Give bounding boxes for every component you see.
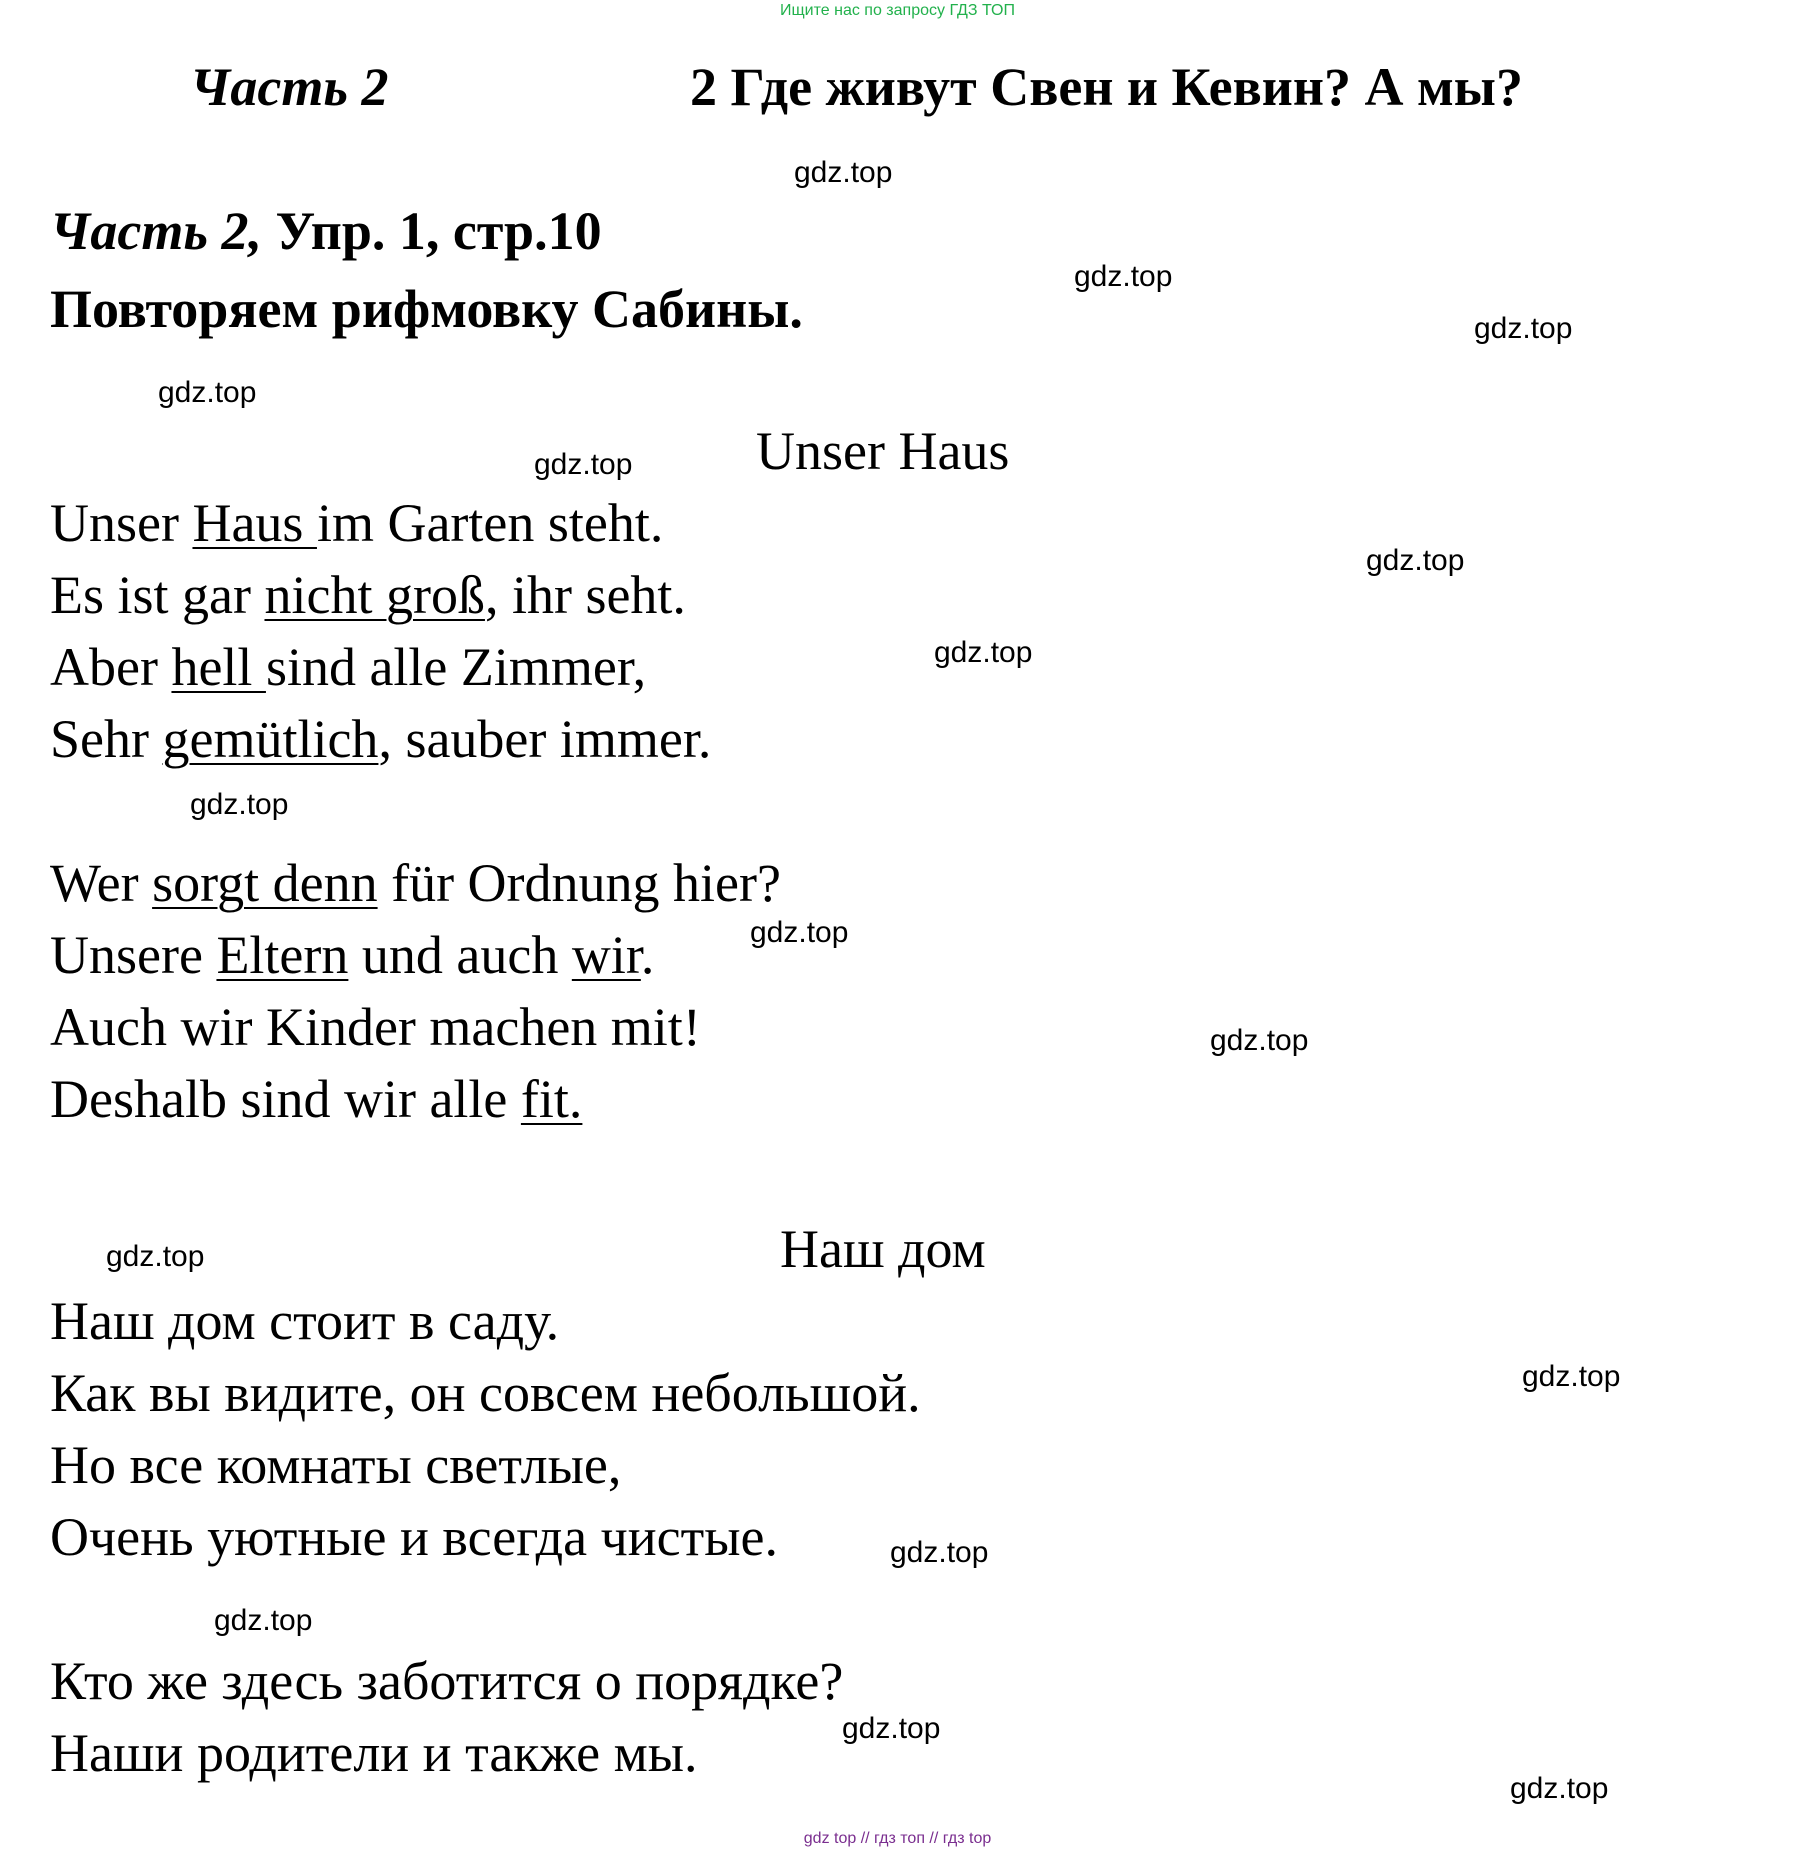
underlined-word: wir xyxy=(571,925,641,985)
underlined-word: gemütlich xyxy=(162,709,379,769)
watermark: gdz.top xyxy=(1510,1772,1609,1805)
top-banner[interactable]: Ищите нас по запросу ГДЗ ТОП xyxy=(780,2,1015,19)
translation-line: Наши родители и также мы. xyxy=(50,1723,698,1783)
watermark: gdz.top xyxy=(190,788,289,821)
underlined-word: sorgt denn xyxy=(152,853,378,913)
underlined-word: fit. xyxy=(520,1069,583,1129)
poem-title-de: Unser Haus xyxy=(756,421,1010,481)
translation-line: Наш дом стоит в саду. xyxy=(50,1291,560,1351)
poem-line: Unsere Eltern und auch wir. xyxy=(50,925,655,985)
watermark: gdz.top xyxy=(1210,1024,1309,1057)
translation-line: Очень уютные и всегда чистые. xyxy=(50,1507,778,1567)
watermark: gdz.top xyxy=(842,1712,941,1745)
poem-line: Deshalb sind wir alle fit. xyxy=(50,1069,583,1129)
underlined-word: nicht groß xyxy=(264,565,485,625)
watermark: gdz.top xyxy=(1366,544,1465,577)
watermark: gdz.top xyxy=(890,1536,989,1569)
exercise-part: Часть 2, xyxy=(50,201,263,261)
underlined-word: Eltern xyxy=(216,925,349,985)
poem-title-ru: Наш дом xyxy=(780,1219,986,1279)
watermark: gdz.top xyxy=(1474,312,1573,345)
watermark: gdz.top xyxy=(106,1240,205,1273)
translation-line: Кто же здесь заботится о порядке? xyxy=(50,1651,844,1711)
poem-line: Unser Haus im Garten steht. xyxy=(50,493,664,553)
watermark: gdz.top xyxy=(1522,1360,1621,1393)
translation-line: Как вы видите, он совсем небольшой. xyxy=(50,1363,921,1423)
watermark: gdz.top xyxy=(934,636,1033,669)
poem-line: Es ist gar nicht groß, ihr seht. xyxy=(50,565,686,625)
underlined-word: Haus xyxy=(192,493,317,553)
poem-line: Sehr gemütlich, sauber immer. xyxy=(50,709,712,769)
watermark: gdz.top xyxy=(794,156,893,189)
watermark: gdz.top xyxy=(1074,260,1173,293)
watermark: gdz.top xyxy=(214,1604,313,1637)
poem-line: Wer sorgt denn für Ordnung hier? xyxy=(50,853,781,913)
exercise-task: Повторяем рифмовку Сабины. xyxy=(50,279,803,339)
translation-line: Но все комнаты светлые, xyxy=(50,1435,622,1495)
page-part-heading: Часть 2 xyxy=(190,57,389,117)
exercise-heading xyxy=(50,200,602,262)
watermark: gdz.top xyxy=(750,916,849,949)
watermark: gdz.top xyxy=(534,448,633,481)
watermark: gdz.top xyxy=(158,376,257,409)
bottom-banner[interactable]: gdz top // гдз топ // гдз top xyxy=(803,1830,992,1847)
poem-line: Aber hell sind alle Zimmer, xyxy=(50,637,647,697)
page-title: 2 Где живут Свен и Кевин? А мы? xyxy=(690,57,1523,117)
underlined-word: hell xyxy=(171,637,266,697)
exercise-ref: Упр. 1, стр.10 xyxy=(262,201,602,261)
poem-line: Auch wir Kinder machen mit! xyxy=(50,997,701,1057)
